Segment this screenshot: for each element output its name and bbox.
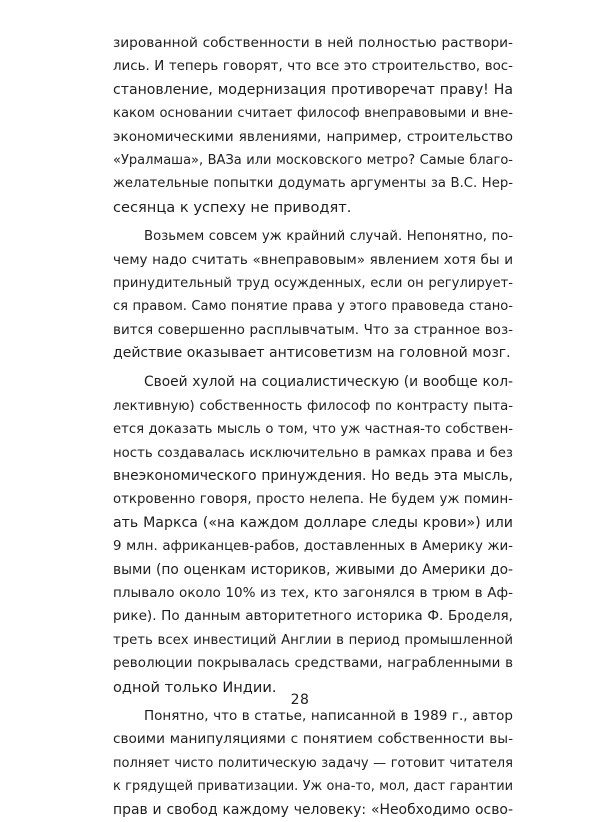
text-line: Своей хулой на социалистическую (и вообще кол- — [144, 374, 513, 391]
text-line: ать Маркса («на каждом долларе следы крови») или — [113, 514, 513, 531]
text-line: откровенно говоря, просто нелепа. Не будем уж помин- — [113, 492, 513, 508]
text-line: рике). По данным авторитетного историка Ф. Броделя, — [113, 608, 513, 625]
text-line: лективную) собственность философ по контрасту пыта- — [113, 398, 513, 414]
text-line: выми (по оценкам историков, живыми до Америки до- — [113, 561, 513, 578]
text-line: своими манипуляциями с понятием собственности вы- — [113, 731, 513, 748]
text-line: Возьмем совсем уж крайний случай. Непонятно, по- — [144, 229, 513, 245]
text-line: треть всех инвестиций Англии в период промышленной — [113, 632, 513, 648]
text-line: внеэкономического принуждения. Но ведь эта мысль, — [113, 468, 513, 485]
text-line: зированной собственности в ней полностью раствори- — [113, 35, 513, 51]
text-line: желательные попытки додумать аргументы за В.С. Нер- — [113, 176, 513, 192]
text-line: сесянца к успеху не приводят. — [113, 198, 352, 216]
paragraph — [113, 32, 513, 219]
text-line: полняет чисто политическую задачу — готовит читателя — [113, 755, 513, 771]
text-line: ется доказать мысль о том, что уж частная-то собствен- — [113, 422, 513, 438]
text-line: становление, модернизация противоречат праву! На — [113, 81, 513, 98]
text-line: лись. И теперь говорят, что все это строительство, вос- — [113, 59, 513, 75]
text-line: революции покрывалась средствами, награбленными в — [113, 656, 513, 672]
text-line: чему надо считать «внеправовым» явлением хотя бы и — [113, 251, 513, 268]
text-line: 9 млн. африканцев-рабов, доставленных в Америку жи- — [113, 539, 513, 555]
paragraph — [113, 371, 513, 698]
text-line: прав и свобод каждому человеку: «Необходимо осво- — [113, 801, 513, 818]
text-line: «Уралмаша», ВАЗа или московского метро? Самые благо- — [113, 152, 513, 168]
text-line: Понятно, что в статье, написанной в 1989 г., автор — [144, 707, 513, 724]
text-line: ся правом. Само понятие права у этого правоведа стано- — [113, 299, 513, 315]
text-line: ность создавалась исключительно в рамках права и без — [113, 445, 513, 461]
text-line: плывало около 10% из тех, кто загонялся в трюм в Аф- — [113, 584, 513, 601]
text-line: одной только Индии. — [113, 678, 277, 696]
text-line: к грядущей приватизации. Уж она-то, мол, даст гарантии — [113, 779, 513, 795]
paragraph — [113, 225, 513, 365]
text-line: принудительный труд осужденных, если он регулирует- — [113, 275, 513, 291]
text-line: каком основании считает философ внеправовыми и вне- — [113, 106, 513, 122]
text-line: действие оказывает антисоветизм на головной мозг. — [113, 345, 511, 362]
text-line: вится совершенно расплывчатым. Что за странное воз- — [113, 321, 513, 338]
paragraph — [113, 705, 513, 822]
page-number: 28 — [290, 692, 310, 708]
text-line: экономическими явлениями, например, строительство — [113, 128, 513, 145]
